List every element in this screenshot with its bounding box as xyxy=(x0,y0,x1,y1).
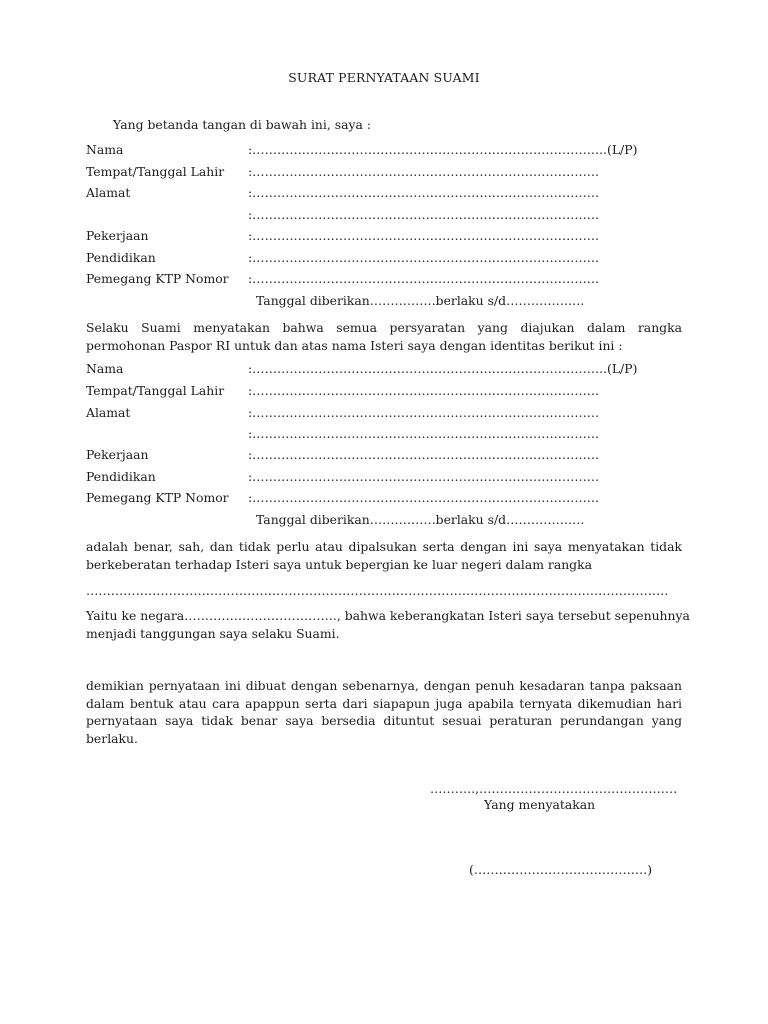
field-value: :………………………………………………………………………… xyxy=(248,207,600,222)
field-value: :………………………………………………………………………… xyxy=(248,383,600,398)
statement-1-line-1: Selaku Suami menyatakan bahwa semua persyaratan yang diajukan dalam rangka xyxy=(86,320,682,335)
statement-paragraph-2 xyxy=(86,538,682,573)
field-label: Pekerjaan xyxy=(86,228,149,243)
field-value: :………………………………………………………………………… xyxy=(248,228,600,243)
field-label: Pendidikan xyxy=(86,469,156,484)
field-label: Pekerjaan xyxy=(86,447,149,462)
field-label: Tempat/Tanggal Lahir xyxy=(86,383,225,398)
field-label: Alamat xyxy=(86,185,131,200)
statement-paragraph-1 xyxy=(86,319,682,354)
field-label: Alamat xyxy=(86,405,131,420)
field-value: :………………………………………………………………………… xyxy=(248,250,600,265)
wife-tanggal-line: Tanggal diberikan…………….berlaku s/d………………. xyxy=(256,512,585,527)
page-title: SURAT PERNYATAAN SUAMI xyxy=(288,70,480,85)
signer-label: Yang menyatakan xyxy=(484,797,596,812)
field-label: Nama xyxy=(86,361,124,376)
statement-1-line-2: permohonan Paspor RI untuk dan atas nama Isteri saya dengan identitas berikut ini : xyxy=(86,337,623,353)
closing-line-2: dalam bentuk atau cara apappun serta dari siapapun juga apabila ternyata dikemudian hari xyxy=(86,695,682,711)
statement-2-line-2: berkeberatan terhadap Isteri saya untuk bepergian ke luar negeri dalam rangka xyxy=(86,556,593,572)
statement-paragraph-3 xyxy=(86,607,690,642)
field-value: :………………………………………………………………………… xyxy=(248,490,600,505)
field-value: :………………………………………………………………………… xyxy=(248,185,600,200)
field-label: Pendidikan xyxy=(86,250,156,265)
field-label: Nama xyxy=(86,142,124,157)
field-label: Pemegang KTP Nomor xyxy=(86,271,229,286)
statement-2-line-1: adalah benar, sah, dan tidak perlu atau dipalsukan serta dengan ini saya menyatakan tidak xyxy=(86,539,682,554)
closing-line-3: pernyataan saya tidak benar saya bersedia dituntut sesuai peraturan perundangan yang xyxy=(86,713,682,728)
field-value: :………………………………………………………………………… xyxy=(248,469,600,484)
place-date-line: ………..,………………………………………… xyxy=(430,781,678,796)
field-value: :………………………………………………………………………… xyxy=(248,164,600,179)
closing-line-4: berlaku. xyxy=(86,730,138,746)
field-label: Tempat/Tanggal Lahir xyxy=(86,164,225,179)
closing-paragraph xyxy=(86,677,682,747)
closing-line-1: demikian pernyataan ini dibuat dengan sebenarnya, dengan penuh kesadaran tanpa paksaan xyxy=(86,678,682,693)
field-value: :………………………………………………………………………… xyxy=(248,447,600,462)
statement-3-line-1: Yaitu ke negara………………………………., bahwa keberangkatan Isteri saya tersebut sepenuhnya xyxy=(86,608,690,623)
statement-3-line-2: menjadi tanggungan saya selaku Suami. xyxy=(86,625,340,641)
intro-text: Yang betanda tangan di bawah ini, saya : xyxy=(113,117,372,132)
purpose-dotted-line: …………………………………………………………………………………………………………………………… xyxy=(86,583,669,598)
husband-tanggal-line: Tanggal diberikan…………….berlaku s/d………………. xyxy=(256,293,585,308)
field-label: Pemegang KTP Nomor xyxy=(86,490,229,505)
field-value: :………………………………………………………………………… xyxy=(248,405,600,420)
field-value: :…………………………………………………………………………..(L/P) xyxy=(248,142,638,157)
field-value: :………………………………………………………………………… xyxy=(248,271,600,286)
field-value: :…………………………………………………………………………..(L/P) xyxy=(248,361,638,376)
field-value: :………………………………………………………………………… xyxy=(248,426,600,441)
signature-line: (……………………………………) xyxy=(469,862,653,877)
